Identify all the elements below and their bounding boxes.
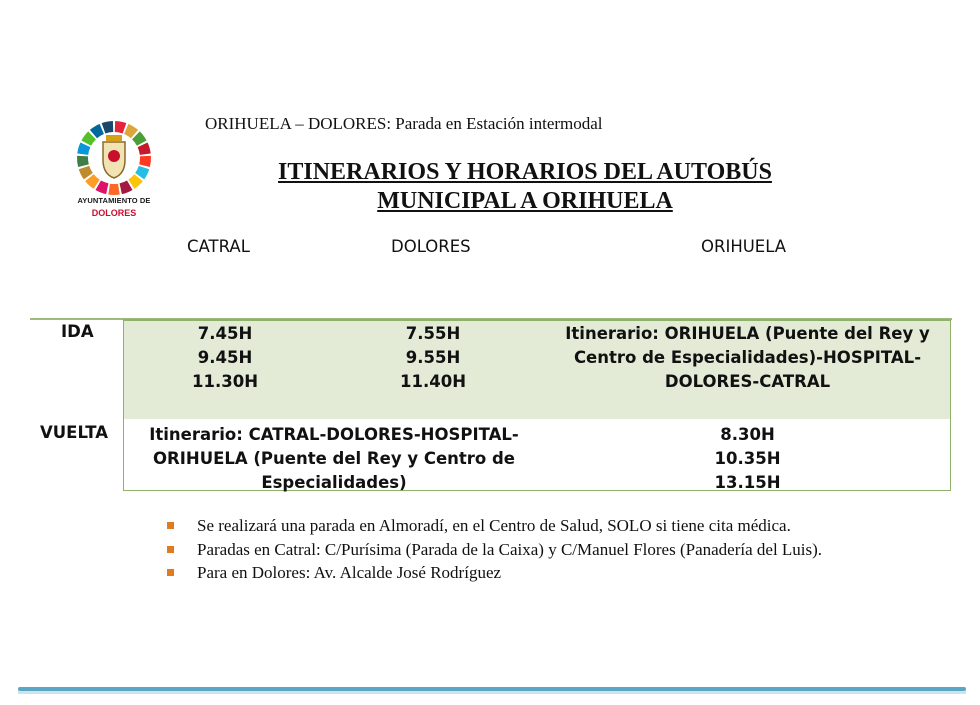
note-text: Se realizará una parada en Almoradí, en el Centro de Salud, SOLO si tiene cita médica. (197, 516, 791, 535)
wheel-segment (138, 143, 151, 155)
title-line-1: ITINERARIOS Y HORARIOS DEL AUTOBÚS (278, 159, 772, 185)
wheel-segment (77, 156, 89, 167)
notes-list (165, 514, 865, 585)
time-cell: 7.55H (405, 324, 461, 343)
itinerary-line: Itinerario: ORIHUELA (Puente del Rey y (565, 324, 930, 343)
vuelta-itinerary (130, 423, 538, 495)
crown-icon (106, 135, 122, 141)
ida-label: IDA (61, 322, 94, 341)
vuelta-orihuela-times (680, 423, 815, 495)
note-text: Para en Dolores: Av. Alcalde José Rodríguez (197, 563, 502, 582)
column-header-dolores: DOLORES (391, 237, 471, 256)
ida-catral-times (160, 322, 290, 394)
time-cell: 9.45H (197, 348, 253, 367)
logo-text-dolores: DOLORES (91, 208, 137, 218)
list-item (165, 538, 865, 562)
ida-itinerary (555, 322, 940, 394)
wheel-segment (102, 121, 114, 133)
itinerary-line: Especialidades) (261, 473, 407, 492)
sdg-wheel-icon (76, 120, 152, 196)
bullet-icon (167, 569, 174, 576)
column-header-orihuela: ORIHUELA (701, 237, 787, 256)
logo-text-ayuntamiento: AYUNTAMIENTO DE (77, 196, 151, 205)
time-cell: 8.30H (720, 425, 775, 444)
wheel-segment (108, 184, 119, 195)
wheel-segment (139, 156, 151, 167)
itinerary-line: Itinerario: CATRAL-DOLORES-HOSPITAL- (149, 425, 519, 444)
time-cell: 11.40H (400, 372, 466, 391)
itinerary-line: DOLORES-CATRAL (664, 372, 831, 391)
vuelta-label: VUELTA (40, 423, 108, 442)
column-header-catral: CATRAL (187, 237, 250, 256)
time-cell: 10.35H (714, 449, 781, 468)
list-item (165, 561, 865, 585)
bullet-icon (167, 546, 174, 553)
footer-shadow (18, 691, 966, 694)
time-cell: 9.55H (405, 348, 461, 367)
ayuntamiento-logo (72, 118, 156, 228)
time-cell: 13.15H (714, 473, 781, 492)
time-cell: 11.30H (192, 372, 258, 391)
note-text: Paradas en Catral: C/Purísima (Parada de la Caixa) y C/Manuel Flores (Panadería del Luis). (197, 539, 823, 559)
bullet-icon (167, 522, 174, 529)
route-subtitle: ORIHUELA – DOLORES: Parada en Estación intermodal (205, 114, 603, 133)
list-item (165, 514, 865, 538)
shield-emblem (108, 150, 120, 162)
wheel-segment (77, 143, 90, 155)
page-title (200, 158, 850, 216)
footer-rule (18, 687, 966, 691)
itinerary-line: Centro de Especialidades)-HOSPITAL- (573, 348, 922, 367)
ida-dolores-times (368, 322, 498, 394)
title-line-2: MUNICIPAL A ORIHUELA (377, 188, 673, 214)
itinerary-line: ORIHUELA (Puente del Rey y Centro de (153, 449, 515, 468)
time-cell: 7.45H (197, 324, 253, 343)
wheel-segment (115, 121, 127, 133)
